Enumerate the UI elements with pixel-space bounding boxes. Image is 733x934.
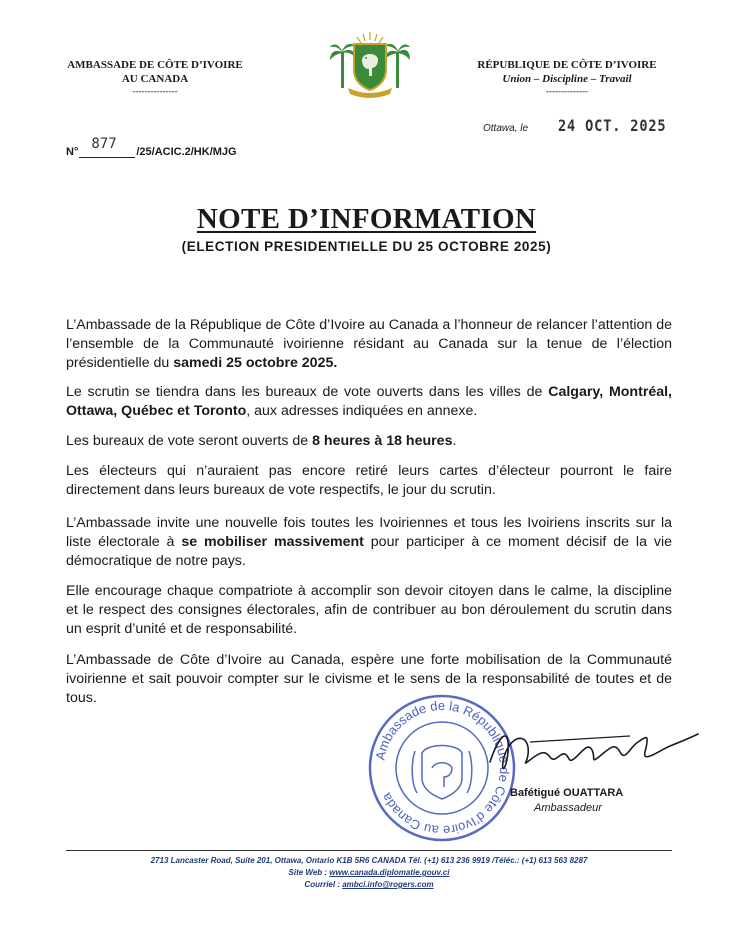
paragraph-voter-cards	[66, 462, 672, 500]
republic-name: RÉPUBLIQUE DE CÔTE D’IVOIRE	[477, 59, 657, 71]
signatory-title: Ambassadeur	[534, 802, 602, 814]
national-motto: Union – Discipline – Travail	[502, 73, 632, 85]
paragraph-text: Elle encourage chaque compatriote à accomplir son devoir citoyen dans le calme, la discipline et le respect des consignes électorales, afin de contribuer au bon déroulement du scrutin dans un esprit d’unité et de responsabilité.	[66, 583, 672, 637]
coat-of-arms-icon	[330, 30, 410, 98]
paragraph-text: pour participer à ce moment décisif de la vie démocratique de notre pays.	[66, 534, 672, 569]
cities-emphasis: Calgary, Montréal, Ottawa, Québec et Toronto	[66, 384, 672, 419]
reference-prefix: N°	[66, 146, 79, 158]
handwritten-signature-icon	[470, 712, 700, 792]
footer-website	[66, 867, 672, 878]
header-right-divider: --------------	[546, 86, 588, 96]
website-link[interactable]: www.canada.diplomatie.gouv.ci	[329, 868, 450, 877]
paragraph-hours	[66, 432, 672, 451]
reference-suffix: /25/ACIC.2/HK/MJG	[136, 146, 237, 158]
republic-header	[462, 58, 672, 96]
hours-emphasis: 8 heures à 18 heures	[312, 433, 453, 449]
header-left-divider: ---------------	[132, 86, 178, 96]
reference-handwritten-number: 877	[91, 136, 117, 152]
footer-email	[66, 879, 672, 890]
email-link[interactable]: ambci.info@rogers.com	[342, 880, 434, 889]
paragraph-text: Le scrutin se tiendra dans les bureaux de vote ouverts dans les villes de	[66, 384, 549, 400]
footer-address: 2713 Lancaster Road, Suite 201, Ottawa, Ontario K1B 5R6 CANADA Tél. (+1) 613 236 9919 /Téléc.: (+1) 613 563 8287	[150, 856, 588, 865]
signatory-name: Bafétigué OUATTARA	[510, 787, 624, 799]
website-label: Site Web :	[288, 868, 330, 877]
mobilisation-emphasis: se mobiliser massivement	[181, 534, 364, 550]
paragraph-mobilisation	[66, 514, 672, 571]
paragraph-intro	[66, 316, 672, 373]
paragraph-text: L’Ambassade de la République de Côte d’Ivoire au Canada a l’honneur de relancer l’attention de l’ensemble de la Communauté ivoirienne résidant au Canada sur la tenue de l’élection présidentielle du	[66, 317, 672, 371]
reference-blank	[79, 136, 135, 158]
footer-divider	[66, 850, 672, 851]
sender-header	[55, 58, 255, 96]
email-label: Courriel :	[304, 880, 343, 889]
paragraph-text: L’Ambassade invite une nouvelle fois toutes les Ivoiriennes et tous les Ivoiriens inscrits sur la liste électorale à	[66, 515, 672, 550]
paragraph-locations	[66, 383, 672, 421]
paragraph-text: L’Ambassade de Côte d’Ivoire au Canada, espère une forte mobilisation de la Communauté ivoirienne et sait pouvoir compter sur le civisme et le sens de la responsabilité de toutes et de tous.	[66, 652, 672, 706]
document-subtitle: (ELECTION PRESIDENTIELLE DU 25 OCTOBRE 2025)	[181, 239, 552, 254]
paragraph-text: Les électeurs qui n’auraient pas encore retiré leurs cartes d’électeur pourront le faire directement dans leurs bureaux de vote respectifs, le jour du scrutin.	[66, 463, 672, 498]
embassy-location: AU CANADA	[121, 73, 189, 85]
paragraph-civic-duty	[66, 582, 672, 639]
election-date-emphasis: samedi 25 octobre 2025.	[173, 355, 338, 371]
date-label: Ottawa, le	[483, 123, 529, 134]
embassy-name: AMBASSADE DE CÔTE D’IVOIRE	[67, 59, 243, 71]
document-title: NOTE D’INFORMATION	[196, 203, 537, 235]
date-stamp: 24 OCT. 2025	[558, 116, 667, 135]
paragraph-text: .	[452, 433, 457, 449]
paragraph-text: Les bureaux de vote seront ouverts de	[66, 433, 313, 449]
reference-number	[66, 136, 237, 158]
paragraph-text: , aux adresses indiquées en annexe.	[246, 403, 478, 419]
stamp-text: Ambassade de la République de Côte d’Ivoire au Canada	[372, 697, 513, 839]
